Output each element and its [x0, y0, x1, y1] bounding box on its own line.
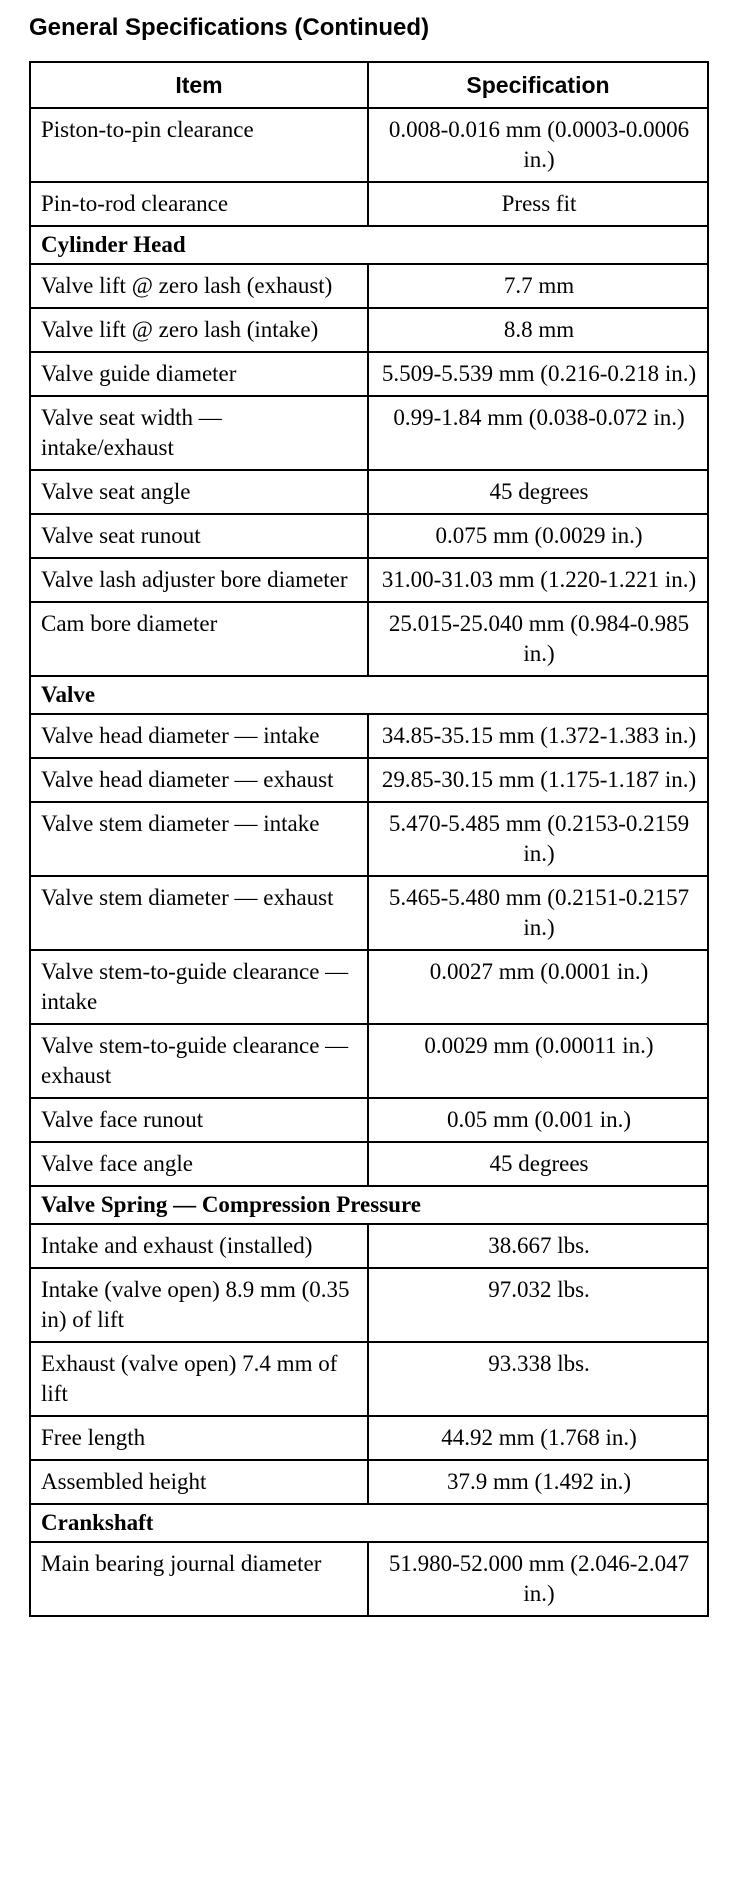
table-row [30, 1416, 708, 1460]
item-cell: Valve face runout [30, 1098, 368, 1142]
table-row [30, 714, 708, 758]
item-cell: Pin-to-rod clearance [30, 182, 368, 226]
column-header-specification: Specification [368, 62, 708, 108]
item-cell: Valve lash adjuster bore diameter [30, 558, 368, 602]
item-cell: Valve stem-to-guide clearance — exhaust [30, 1024, 368, 1098]
specification-cell: 29.85-30.15 mm (1.175-1.187 in.) [368, 758, 708, 802]
table-row [30, 1268, 708, 1342]
table-row [30, 470, 708, 514]
specification-cell: 0.05 mm (0.001 in.) [368, 1098, 708, 1142]
table-row [30, 950, 708, 1024]
section-heading: Crankshaft [30, 1504, 708, 1542]
item-cell: Free length [30, 1416, 368, 1460]
specification-cell: 5.465-5.480 mm (0.2151-0.2157 in.) [368, 876, 708, 950]
specification-cell: 25.015-25.040 mm (0.984-0.985 in.) [368, 602, 708, 676]
table-row [30, 876, 708, 950]
specification-cell: 0.0027 mm (0.0001 in.) [368, 950, 708, 1024]
table-row [30, 602, 708, 676]
section-row [30, 676, 708, 714]
specification-cell: 5.470-5.485 mm (0.2153-0.2159 in.) [368, 802, 708, 876]
table-row [30, 1224, 708, 1268]
section-heading: Valve Spring — Compression Pressure [30, 1186, 708, 1224]
table-row [30, 1460, 708, 1504]
specification-cell: 44.92 mm (1.768 in.) [368, 1416, 708, 1460]
column-header-item: Item [30, 62, 368, 108]
spec-table [29, 61, 709, 1617]
page-title: General Specifications (Continued) [29, 14, 430, 41]
item-cell: Piston-to-pin clearance [30, 108, 368, 182]
table-row [30, 514, 708, 558]
item-cell: Intake (valve open) 8.9 mm (0.35 in) of lift [30, 1268, 368, 1342]
item-cell: Main bearing journal diameter [30, 1542, 368, 1616]
table-row [30, 558, 708, 602]
section-heading: Cylinder Head [30, 226, 708, 264]
table-body [30, 108, 708, 1616]
section-row [30, 1504, 708, 1542]
specification-cell: 5.509-5.539 mm (0.216-0.218 in.) [368, 352, 708, 396]
specification-cell: 93.338 lbs. [368, 1342, 708, 1416]
specification-cell: 51.980-52.000 mm (2.046-2.047 in.) [368, 1542, 708, 1616]
item-cell: Valve seat runout [30, 514, 368, 558]
item-cell: Valve seat angle [30, 470, 368, 514]
specification-cell: 7.7 mm [368, 264, 708, 308]
table-row [30, 182, 708, 226]
item-cell: Assembled height [30, 1460, 368, 1504]
specification-cell: 0.008-0.016 mm (0.0003-0.0006 in.) [368, 108, 708, 182]
table-row [30, 108, 708, 182]
specification-cell: 0.99-1.84 mm (0.038-0.072 in.) [368, 396, 708, 470]
table-row [30, 264, 708, 308]
item-cell: Valve seat width — intake/exhaust [30, 396, 368, 470]
specification-cell: 45 degrees [368, 470, 708, 514]
specification-cell: 8.8 mm [368, 308, 708, 352]
table-row [30, 308, 708, 352]
section-row [30, 1186, 708, 1224]
item-cell: Intake and exhaust (installed) [30, 1224, 368, 1268]
item-cell: Valve face angle [30, 1142, 368, 1186]
table-row [30, 1024, 708, 1098]
item-cell: Valve stem diameter — exhaust [30, 876, 368, 950]
item-cell: Valve head diameter — exhaust [30, 758, 368, 802]
table-row [30, 802, 708, 876]
specification-cell: 45 degrees [368, 1142, 708, 1186]
section-row [30, 226, 708, 264]
table-row [30, 758, 708, 802]
specification-cell: 34.85-35.15 mm (1.372-1.383 in.) [368, 714, 708, 758]
table-row [30, 1098, 708, 1142]
specification-cell: 97.032 lbs. [368, 1268, 708, 1342]
item-cell: Valve lift @ zero lash (intake) [30, 308, 368, 352]
item-cell: Cam bore diameter [30, 602, 368, 676]
item-cell: Valve stem diameter — intake [30, 802, 368, 876]
table-row [30, 352, 708, 396]
item-cell: Valve stem-to-guide clearance — intake [30, 950, 368, 1024]
specification-cell: 37.9 mm (1.492 in.) [368, 1460, 708, 1504]
item-cell: Exhaust (valve open) 7.4 mm of lift [30, 1342, 368, 1416]
specification-cell: 0.0029 mm (0.00011 in.) [368, 1024, 708, 1098]
table-row [30, 1342, 708, 1416]
specification-cell: 31.00-31.03 mm (1.220-1.221 in.) [368, 558, 708, 602]
table-row [30, 1142, 708, 1186]
table-row [30, 1542, 708, 1616]
item-cell: Valve head diameter — intake [30, 714, 368, 758]
item-cell: Valve lift @ zero lash (exhaust) [30, 264, 368, 308]
table-row [30, 396, 708, 470]
specification-cell: 0.075 mm (0.0029 in.) [368, 514, 708, 558]
specification-cell: 38.667 lbs. [368, 1224, 708, 1268]
section-heading: Valve [30, 676, 708, 714]
specification-cell: Press fit [368, 182, 708, 226]
item-cell: Valve guide diameter [30, 352, 368, 396]
table-header-row [30, 62, 708, 108]
